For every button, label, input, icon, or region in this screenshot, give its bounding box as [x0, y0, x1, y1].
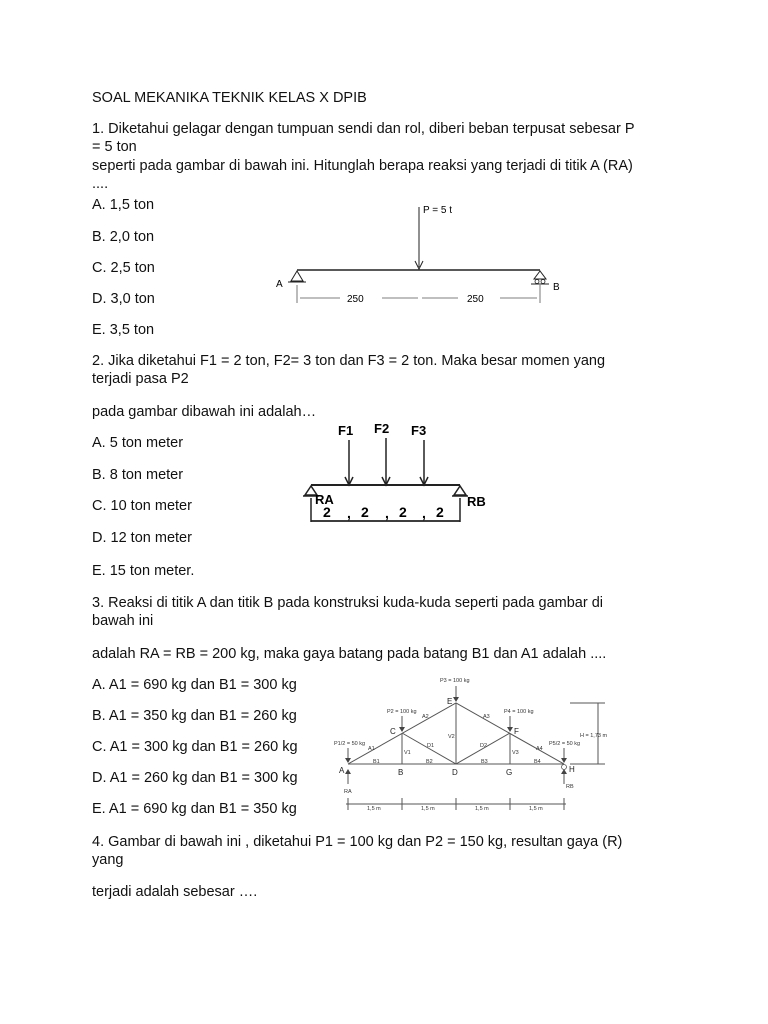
q3-label-rb: RB [566, 784, 574, 790]
q3-node-e: E [447, 697, 453, 706]
q3-label-b4: B4 [534, 759, 541, 765]
svg-text:,: , [385, 505, 389, 521]
q1-text-line-2: = 5 ton [92, 139, 137, 155]
q2-support-b [454, 486, 466, 495]
q2-label-f3: F3 [411, 423, 427, 438]
q2-label-f1: F1 [338, 423, 354, 438]
q1-roller-support [534, 271, 546, 279]
q3-label-d2: D2 [480, 743, 488, 749]
svg-text:,: , [347, 505, 351, 521]
q3-option-b: B. A1 = 350 kg dan B1 = 260 kg [92, 708, 297, 724]
q4-text-line-1: 4. Gambar di bawah ini , diketahui P1 = 100 kg dan P2 = 150 kg, resultan gaya (R) [92, 834, 623, 850]
q4-text-line-2: yang [92, 852, 124, 868]
q3-label-p4: P4 = 100 kg [504, 709, 534, 715]
q2-text-line-1: 2. Jika diketahui F1 = 2 ton, F2= 3 ton dan F3 = 2 ton. Maka besar momen yang [92, 353, 606, 369]
q3-label-b3: B3 [481, 759, 488, 765]
q3-label-a4: A4 [536, 746, 543, 752]
q2-option-a: A. 5 ton meter [92, 435, 184, 451]
q2-span-1: 2 [323, 504, 331, 520]
q2-option-c: C. 10 ton meter [92, 498, 192, 514]
q1-text-line-1: 1. Diketahui gelagar dengan tumpuan sendi dan rol, diberi beban terpusat sebesar P [92, 121, 635, 137]
q3-span-4: 1,5 m [529, 806, 543, 812]
q1-option-e: E. 3,5 ton [92, 322, 155, 338]
q2-span-2: 2 [361, 504, 369, 520]
q3-node-d: D [452, 768, 458, 777]
q2-option-d: D. 12 ton meter [92, 530, 192, 546]
q3-label-p5: P5/2 = 50 kg [549, 741, 581, 747]
q2-span-4: 2 [436, 504, 444, 520]
q3-node-b: B [398, 768, 404, 777]
q3-node-a: A [339, 766, 345, 775]
q3-label-a3: A3 [483, 714, 490, 720]
q2-span-3: 2 [399, 504, 407, 520]
q3-node-g: G [506, 768, 513, 777]
svg-text:,: , [422, 505, 426, 521]
q1-pin-support [291, 271, 303, 281]
q3-label-height: H = 1,73 m [580, 733, 608, 739]
q3-span-2: 1,5 m [421, 806, 435, 812]
q3-label-d1: D1 [427, 743, 435, 749]
q3-label-p2: P2 = 100 kg [387, 709, 417, 715]
q1-label-a: A [276, 279, 283, 290]
q3-node-h: H [569, 765, 575, 774]
q3-label-a1: A1 [368, 746, 375, 752]
q3-label-a2: A2 [422, 714, 429, 720]
q1-option-c: C. 2,5 ton [92, 260, 155, 276]
q3-span-1: 1,5 m [367, 806, 381, 812]
q3-text-line-2: bawah ini [92, 613, 154, 629]
document-title: SOAL MEKANIKA TEKNIK KELAS X DPIB [92, 90, 367, 106]
q4-text-line-3: terjadi adalah sebesar …. [92, 884, 258, 900]
q2-label-ra: RA [315, 492, 334, 507]
q1-text-line-4: .... [92, 176, 109, 192]
q1-text-line-3: seperti pada gambar di bawah ini. Hitunglah berapa reaksi yang terjadi di titik A (RA) [92, 158, 633, 174]
q3-label-v2: V2 [448, 734, 455, 740]
q2-label-rb: RB [467, 494, 486, 509]
q2-option-b: B. 8 ton meter [92, 467, 184, 483]
q3-label-v1: V1 [404, 750, 411, 756]
q1-span-left: 250 [347, 294, 364, 305]
q3-label-v3: V3 [512, 750, 519, 756]
q3-label-p3: P3 = 100 kg [440, 678, 470, 684]
q1-beam-figure [260, 195, 580, 320]
q3-span-3: 1,5 m [475, 806, 489, 812]
q3-label-p1: P1/2 = 50 kg [334, 741, 366, 747]
q3-text-line-1: 3. Reaksi di titik A dan titik B pada konstruksi kuda-kuda seperti pada gambar di [92, 595, 604, 611]
q2-text-line-3: pada gambar dibawah ini adalah… [92, 404, 317, 420]
q3-roller-icon [562, 765, 567, 770]
q2-text-line-2: terjadi pasa P2 [92, 371, 189, 387]
q3-label-b1: B1 [373, 759, 380, 765]
q3-node-c: C [390, 727, 396, 736]
q1-load-label: P = 5 t [423, 205, 453, 216]
q3-node-f: F [514, 727, 519, 736]
q3-option-d: D. A1 = 260 kg dan B1 = 300 kg [92, 770, 298, 786]
q1-option-b: B. 2,0 ton [92, 229, 155, 245]
q3-option-e: E. A1 = 690 kg dan B1 = 350 kg [92, 801, 297, 817]
q2-beam-figure [295, 418, 505, 530]
q1-span-right: 250 [467, 294, 484, 305]
q3-text-line-3: adalah RA = RB = 200 kg, maka gaya batang pada batang B1 dan A1 adalah .... [92, 646, 607, 662]
q2-label-f2: F2 [374, 421, 390, 436]
q3-label-ra: RA [344, 789, 352, 795]
q3-option-a: A. A1 = 690 kg dan B1 = 300 kg [92, 677, 297, 693]
q2-option-e: E. 15 ton meter. [92, 563, 195, 579]
q1-label-b: B [553, 282, 560, 293]
q3-option-c: C. A1 = 300 kg dan B1 = 260 kg [92, 739, 298, 755]
q1-option-d: D. 3,0 ton [92, 291, 155, 307]
q3-truss-figure [330, 672, 610, 822]
q1-option-a: A. 1,5 ton [92, 197, 155, 213]
q3-label-b2: B2 [426, 759, 433, 765]
